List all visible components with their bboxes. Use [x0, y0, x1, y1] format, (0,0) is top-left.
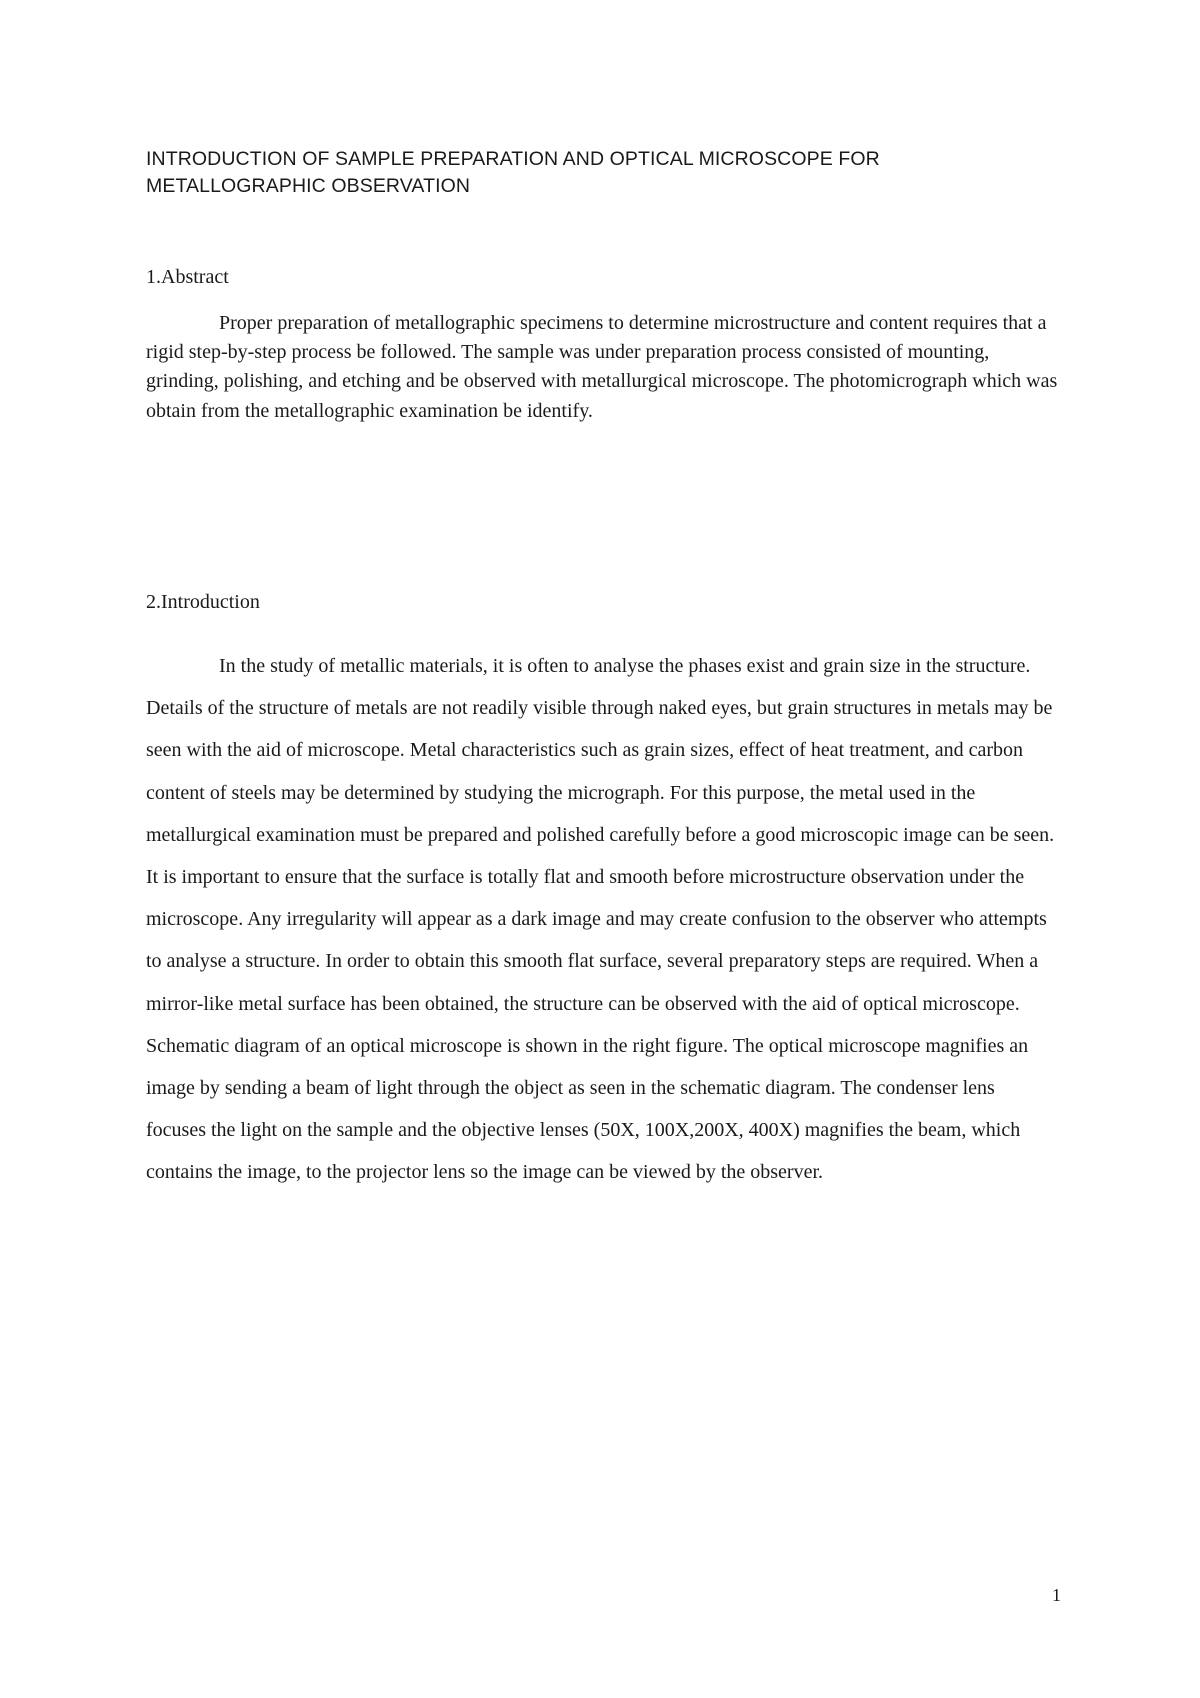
page-number: 1 [1052, 1585, 1061, 1605]
section-heading-abstract: 1.Abstract [146, 266, 229, 288]
document-title: INTRODUCTION OF SAMPLE PREPARATION AND OPTICAL MICROSCOPE FOR METALLOGRAPHIC OBSERVATION [146, 148, 880, 197]
section-heading-introduction: 2.Introduction [146, 591, 260, 613]
abstract-paragraph: Proper preparation of metallographic specimens to determine microstructure and content requires that a rigid step-by-step process be followed. The sample was under preparation process consisted of mounting, grinding, polishing, and etching and be observed with metallurgical microscope. The photomicrograph which was obtain from the metallographic examination be identify. [146, 312, 1058, 422]
introduction-paragraph: In the study of metallic materials, it is often to analyse the phases exist and grain size in the structure. Details of the structure of metals are not readily visible through naked eyes, but grain structures in metals may be seen with the aid of microscope. Metal characteristics such as grain sizes, effect of heat treatment, and carbon content of steels may be determined by studying the micrograph. For this purpose, the metal used in the metallurgical examination must be prepared and polished carefully before a good microscopic image can be seen. It is important to ensure that the surface is totally flat and smooth before microstructure observation under the microscope. Any irregularity will appear as a dark image and may create confusion to the observer who attempts to analyse a structure. In order to obtain this smooth flat surface, several preparatory steps are required. When a mirror-like metal surface has been obtained, the structure can be observed with the aid of optical microscope. Schematic diagram of an optical microscope is shown in the right figure. The optical microscope magnifies an image by sending a beam of light through the object as seen in the schematic diagram. The condenser lens focuses the light on the sample and the objective lenses (50X, 100X,200X, 400X) magnifies the beam, which contains the image, to the projector lens so the image can be viewed by the observer. [146, 655, 1055, 1184]
